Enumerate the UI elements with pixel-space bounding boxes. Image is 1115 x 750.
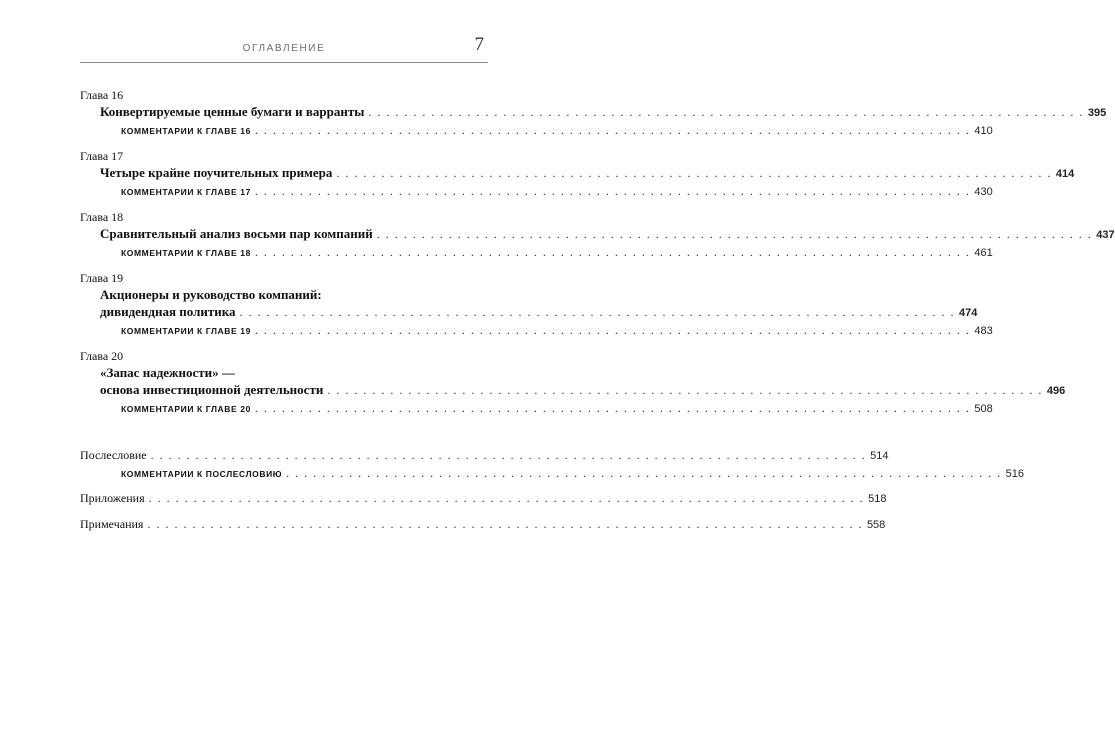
chapter-comments-text: КОММЕНТАРИИ К ГЛАВЕ 17: [121, 187, 251, 197]
appendices-entry[interactable]: [80, 488, 887, 508]
notes-entry[interactable]: [80, 514, 886, 534]
chapter-comments-page: 430: [974, 186, 993, 198]
chapter-comments-text: КОММЕНТАРИИ К ГЛАВЕ 18: [121, 248, 251, 258]
chapter-title[interactable]: [80, 103, 1107, 122]
afterword-comments-page: 516: [1005, 468, 1025, 480]
chapter-title-page: 474: [959, 307, 978, 319]
afterword-comments[interactable]: [80, 465, 1025, 482]
dot-leader: . . . . . . . . . . . . . . . . . . . . . . . . . . . . . . . . . . . . . . . . . . . . . . . . . . . . . . . . . . . . . . . . . . . . . . . . . . . . . . . .: [327, 383, 1043, 397]
afterword-entry[interactable]: [80, 445, 889, 465]
dot-leader: . . . . . . . . . . . . . . . . . . . . . . . . . . . . . . . . . . . . . . . . . . . . . . . . . . . . . . . . . . . . . . . . . . . . . . . . . . . . . . . .: [239, 305, 956, 319]
dot-leader: . . . . . . . . . . . . . . . . . . . . . . . . . . . . . . . . . . . . . . . . . . . . . . . . . . . . . . . . . . . . . . . . . . . . . . . . . . . . . . . .: [254, 245, 971, 259]
afterword-entry-page: 514: [870, 450, 889, 462]
chapter-title[interactable]: [80, 225, 1115, 244]
chapter-title-text: основа инвестиционной деятельности: [100, 382, 324, 397]
dot-leader: . . . . . . . . . . . . . . . . . . . . . . . . . . . . . . . . . . . . . . . . . . . . . . . . . . . . . . . . . . . . . . . . . . . . . . . . . . . . . . . .: [368, 105, 1084, 119]
dot-leader: . . . . . . . . . . . . . . . . . . . . . . . . . . . . . . . . . . . . . . . . . . . . . . . . . . . . . . . . . . . . . . . . . . . . . . . . . . . . . . . .: [336, 166, 1052, 180]
appendices-entry-text: Приложения: [80, 491, 145, 505]
chapter-comments-text: КОММЕНТАРИИ К ГЛАВЕ 19: [121, 326, 251, 336]
dot-leader: . . . . . . . . . . . . . . . . . . . . . . . . . . . . . . . . . . . . . . . . . . . . . . . . . . . . . . . . . . . . . . . . . . . . . . . . . . . . . . . .: [254, 184, 971, 198]
chapter-label: Глава 20: [80, 349, 124, 363]
chapter-title[interactable]: [80, 164, 1075, 183]
chapter-title-text: дивидендная политика: [100, 304, 236, 319]
chapter-title-text: Четыре крайне поучительных примера: [100, 165, 333, 180]
dot-leader: . . . . . . . . . . . . . . . . . . . . . . . . . . . . . . . . . . . . . . . . . . . . . . . . . . . . . . . . . . . . . . . . . . . . . . . . . . . . . . . .: [254, 401, 971, 415]
spacer: [80, 417, 484, 445]
chapter-label: Глава 18: [80, 210, 124, 224]
dot-leader: . . . . . . . . . . . . . . . . . . . . . . . . . . . . . . . . . . . . . . . . . . . . . . . . . . . . . . . . . . . . . . . . . . . . . . . . . . . . . . . .: [147, 517, 863, 531]
chapter-comments[interactable]: [80, 183, 993, 200]
chapter-title-line: «Запас надежности» —: [100, 365, 235, 380]
chapter-title-page: 496: [1046, 385, 1066, 397]
chapter-title-page: 395: [1087, 107, 1107, 119]
chapter-title-line: Акционеры и руководство компаний:: [100, 287, 322, 302]
page-number: 7: [474, 34, 484, 55]
chapter-comments[interactable]: [80, 122, 993, 139]
chapter-comments[interactable]: [80, 244, 993, 261]
chapter-comments-text: КОММЕНТАРИИ К ГЛАВЕ 20: [121, 404, 251, 414]
chapter-title-page: 414: [1055, 168, 1075, 180]
chapter-label: Глава 16: [80, 88, 124, 102]
dot-leader: . . . . . . . . . . . . . . . . . . . . . . . . . . . . . . . . . . . . . . . . . . . . . . . . . . . . . . . . . . . . . . . . . . . . . . . . . . . . . . . .: [286, 466, 1002, 480]
dot-leader: . . . . . . . . . . . . . . . . . . . . . . . . . . . . . . . . . . . . . . . . . . . . . . . . . . . . . . . . . . . . . . . . . . . . . . . . . . . . . . . .: [148, 491, 865, 505]
dot-leader: . . . . . . . . . . . . . . . . . . . . . . . . . . . . . . . . . . . . . . . . . . . . . . . . . . . . . . . . . . . . . . . . . . . . . . . . . . . . . . . .: [254, 123, 971, 137]
dot-leader: . . . . . . . . . . . . . . . . . . . . . . . . . . . . . . . . . . . . . . . . . . . . . . . . . . . . . . . . . . . . . . . . . . . . . . . . . . . . . . . .: [150, 448, 867, 462]
chapter-comments-page: 508: [974, 403, 993, 415]
dot-leader: . . . . . . . . . . . . . . . . . . . . . . . . . . . . . . . . . . . . . . . . . . . . . . . . . . . . . . . . . . . . . . . . . . . . . . . . . . . . . . . .: [376, 227, 1093, 241]
chapter-title-text: Конвертируемые ценные бумаги и варранты: [100, 104, 365, 119]
chapter-comments-page: 410: [974, 125, 993, 137]
appendices-entry-page: 518: [868, 493, 887, 505]
chapter-label: Глава 17: [80, 149, 124, 163]
chapter-title[interactable]: [80, 381, 1066, 400]
chapter-comments-text: КОММЕНТАРИИ К ГЛАВЕ 16: [121, 126, 251, 136]
chapter-title[interactable]: [80, 303, 978, 322]
afterword-comments-text: КОММЕНТАРИИ К ПОСЛЕСЛОВИЮ: [121, 469, 283, 479]
chapter-title-page: 437: [1096, 229, 1115, 241]
notes-entry-text: Примечания: [80, 517, 144, 531]
chapter-comments-page: 483: [974, 325, 993, 337]
chapter-label: Глава 19: [80, 271, 124, 285]
chapter-comments[interactable]: [80, 322, 993, 339]
chapter-comments[interactable]: [80, 400, 993, 417]
chapter-title-text: Сравнительный анализ восьми пар компаний: [100, 226, 373, 241]
notes-entry-page: 558: [866, 519, 886, 531]
table-of-contents: [80, 84, 1115, 534]
header-rule: [80, 62, 488, 63]
dot-leader: . . . . . . . . . . . . . . . . . . . . . . . . . . . . . . . . . . . . . . . . . . . . . . . . . . . . . . . . . . . . . . . . . . . . . . . . . . . . . . . .: [254, 323, 971, 337]
chapter-comments-page: 461: [974, 247, 993, 259]
afterword-entry-text: Послесловие: [80, 448, 147, 462]
page-header: [80, 34, 488, 68]
running-head: ОГЛАВЛЕНИЕ: [242, 43, 326, 54]
